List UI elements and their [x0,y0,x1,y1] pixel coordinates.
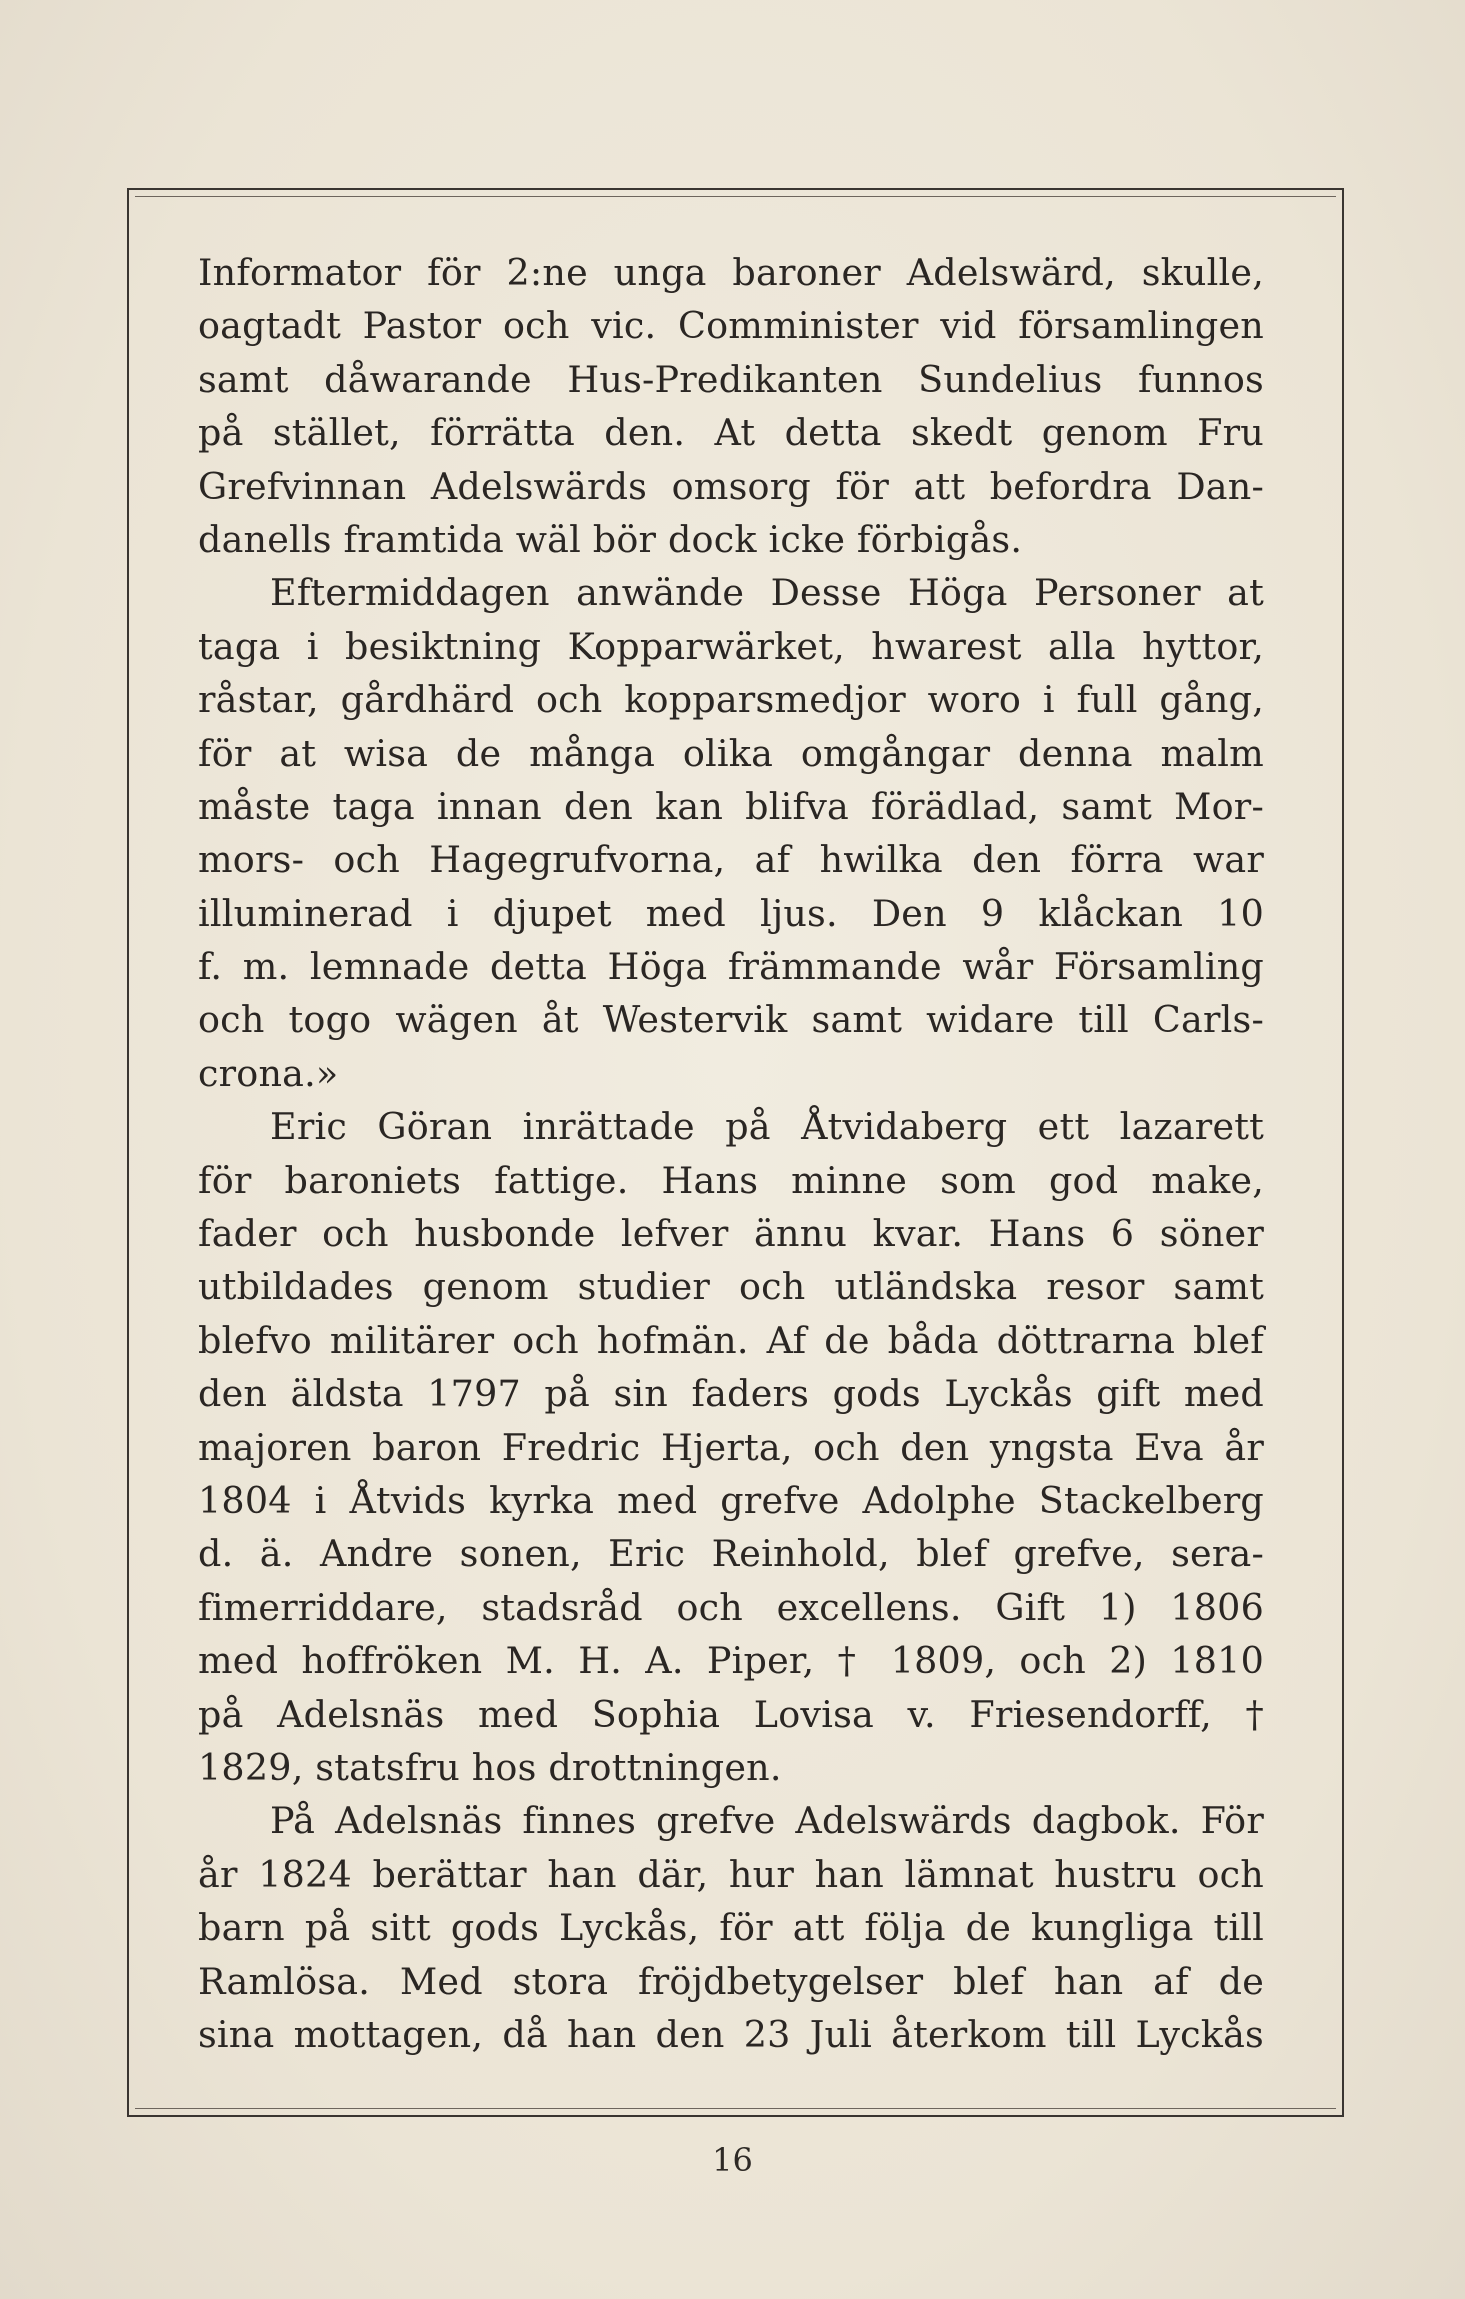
text-line: för at wisa de många olika omgångar denna malm [198,731,1264,775]
text-line: På Adelsnäs finnes grefve Adelswärds dagbok. För [270,1799,1264,1843]
text-line: för baroniets fattige. Hans minne som god make, [198,1158,1264,1202]
text-line: mors- och Hagegrufvorna, af hwilka den förra war [198,838,1264,882]
body-text [198,246,1264,2061]
text-line: blefvo militärer och hofmän. Af de båda döttrarna blef [198,1318,1264,1362]
text-line: 1804 i Åtvids kyrka med grefve Adolphe Stackelberg [198,1478,1264,1522]
text-line: crona.» [198,1051,339,1095]
text-line: fimerriddare, stadsråd och excellens. Gift 1) 1806 [198,1585,1264,1629]
text-line: f. m. lemnade detta Höga främmande wår Församling [198,945,1264,989]
text-line: sina mottagen, då han den 23 Juli återkom till Lyckås [198,2012,1264,2056]
text-line: illuminerad i djupet med ljus. Den 9 klåckan 10 [198,891,1264,935]
text-line: 1829, statsfru hos drottningen. [198,1745,782,1789]
text-line: den äldsta 1797 på sin faders gods Lyckås gift med [198,1372,1264,1416]
text-line: Informator för 2:ne unga baroner Adelswärd, skulle, [198,251,1264,294]
text-line: och togo wägen åt Westervik samt widare till Carls- [198,998,1264,1042]
text-line: fader och husbonde lefver ännu kvar. Hans 6 söner [198,1212,1264,1256]
text-line: oagtadt Pastor och vic. Comminister vid församlingen [198,304,1264,348]
text-line: danells framtida wäl bör dock icke förbigås. [198,517,1023,561]
text-line: d. ä. Andre sonen, Eric Reinhold, blef grefve, sera- [198,1532,1264,1576]
paragraph [198,246,1264,566]
text-line: Eftermiddagen anwände Desse Höga Personer at [270,571,1264,615]
text-line: majoren baron Fredric Hjerta, och den yngsta Eva år [198,1425,1264,1469]
text-line: med hoffröken M. H. A. Piper, † 1809, och 2) 1810 [198,1639,1264,1683]
paragraph [198,1100,1264,1794]
text-line: utbildades genom studier och utländska resor samt [198,1265,1264,1309]
text-line: Ramlösa. Med stora fröjdbetygelser blef han af de [198,1959,1264,2003]
text-line: på Adelsnäs med Sophia Lovisa v. Friesendorff, † [198,1692,1264,1736]
text-line: taga i besiktning Kopparwärket, hwarest alla hyttor, [198,624,1264,668]
text-line: Grefvinnan Adelswärds omsorg för att befordra Dan- [198,464,1264,508]
text-line: år 1824 berättar han där, hur han lämnat hustru och [198,1852,1264,1896]
text-line: råstar, gårdhärd och kopparsmedjor woro i full gång, [198,678,1264,722]
page-number: 16 [712,2141,753,2179]
paragraph [198,1794,1264,2061]
text-line: på stället, förrätta den. At detta skedt genom Fru [198,411,1264,455]
text-line: barn på sitt gods Lyckås, för att följa de kungliga till [198,1906,1264,1950]
text-line: Eric Göran inrättade på Åtvidaberg ett lazarett [270,1105,1264,1149]
text-line: samt dåwarande Hus-Predikanten Sundelius funnos [198,357,1264,401]
text-line: måste taga innan den kan blifva förädlad, samt Mor- [198,784,1264,828]
paragraph [198,566,1264,1100]
